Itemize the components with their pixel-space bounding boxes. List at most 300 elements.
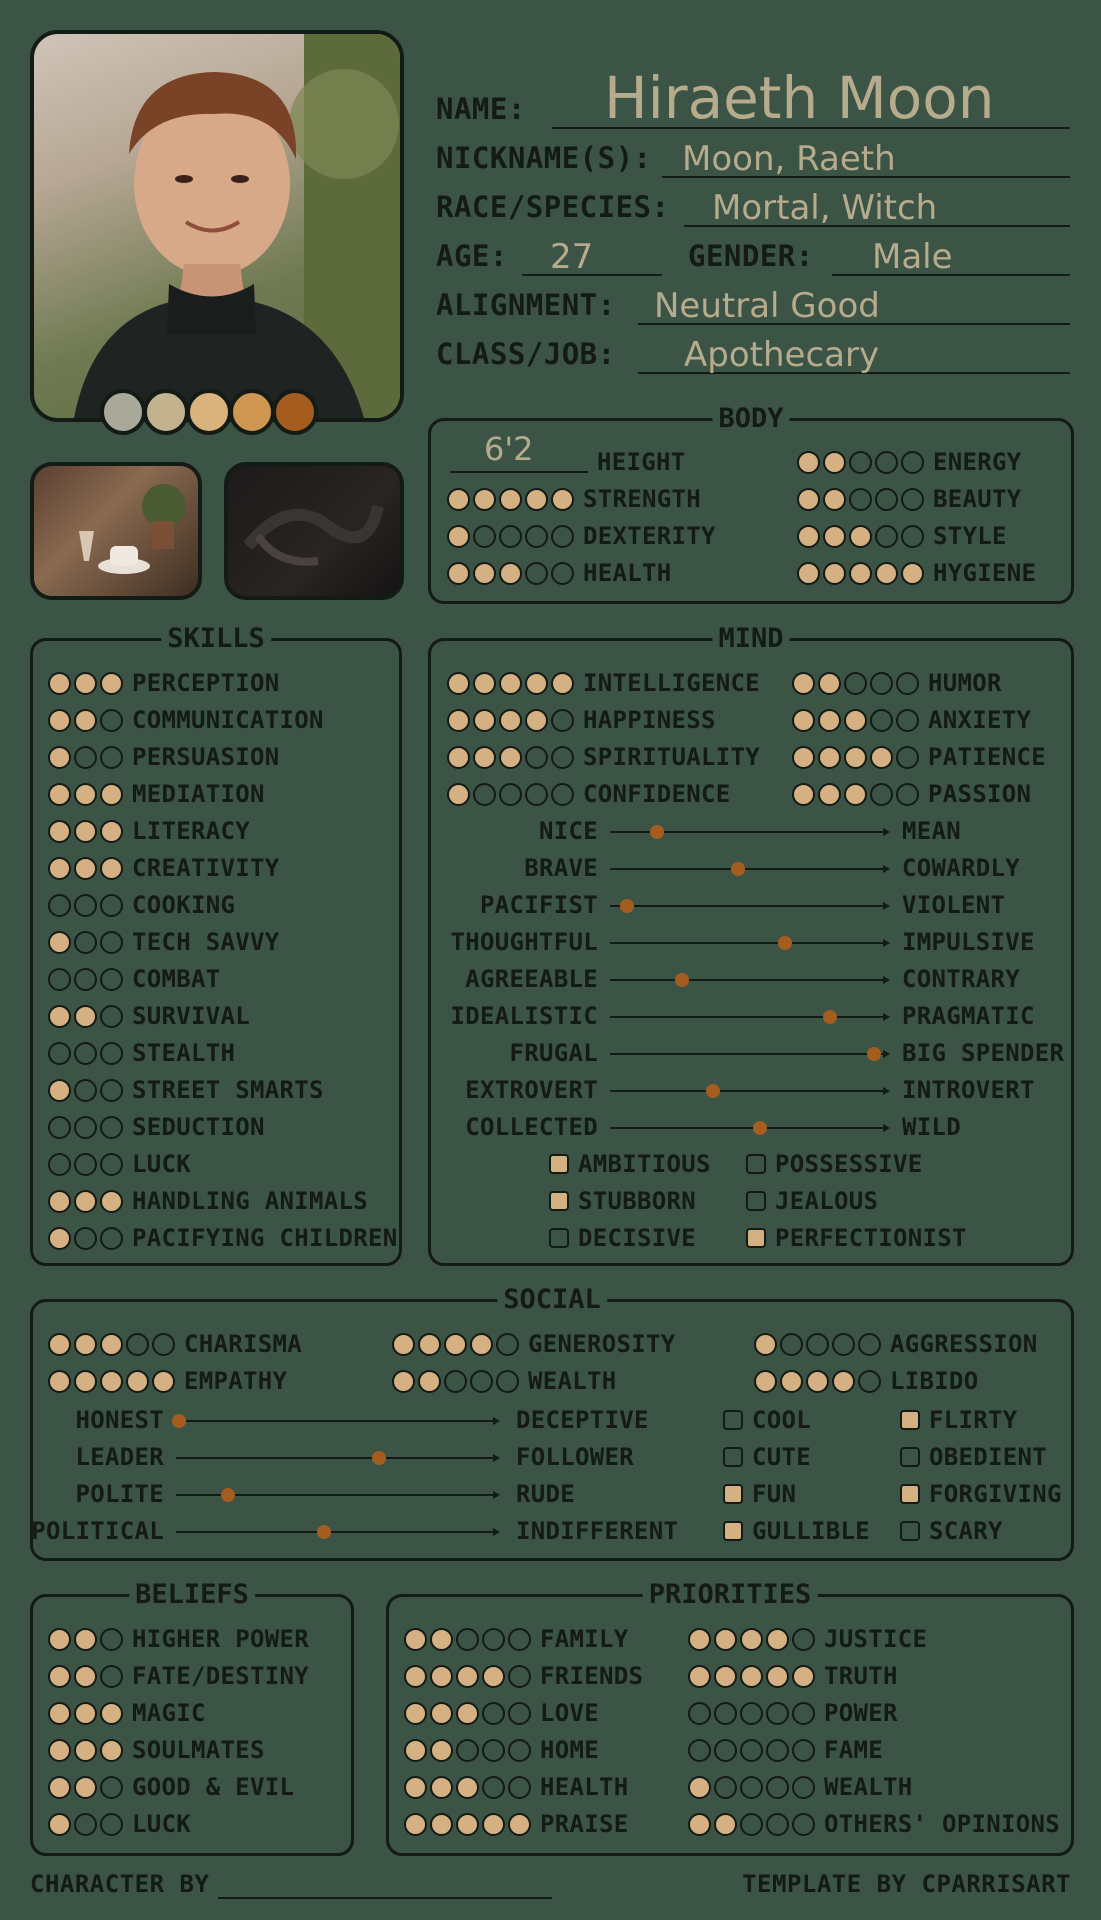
rating-dot[interactable] [780,1333,803,1356]
rating-dot[interactable] [48,1370,71,1393]
rating-dot[interactable] [473,672,496,695]
mind-slider-knob[interactable] [867,1047,881,1061]
rating-dot[interactable] [74,1628,97,1651]
rating-dot[interactable] [447,562,470,585]
rating-dots [48,1665,123,1688]
rating-dot[interactable] [74,968,97,991]
rating-dot[interactable] [551,783,574,806]
rating-dot[interactable] [896,783,919,806]
social-trait-checkbox[interactable] [900,1516,1003,1546]
rating-dot[interactable] [100,857,123,880]
rating-dot[interactable] [404,1776,427,1799]
rating-dot[interactable] [48,1813,71,1836]
rating-dot[interactable] [48,1739,71,1762]
rating-dot[interactable] [551,562,574,585]
rating-dot[interactable] [499,783,522,806]
rating-label: HOME [540,1736,599,1764]
checkbox[interactable] [900,1410,920,1430]
rating-dot[interactable] [688,1628,711,1651]
rating-dot[interactable] [797,525,820,548]
rating-dot[interactable] [766,1739,789,1762]
rating-dot[interactable] [499,746,522,769]
rating-dot[interactable] [126,1333,149,1356]
rating-dot[interactable] [792,709,815,732]
rating-dot[interactable] [482,1665,505,1688]
rating-dot[interactable] [688,1702,711,1725]
rating-dot[interactable] [430,1813,453,1836]
rating-dot[interactable] [430,1665,453,1688]
rating-dot[interactable] [74,672,97,695]
mind-slider-track[interactable] [610,868,888,870]
checkbox[interactable] [746,1228,766,1248]
rating-dot[interactable] [74,1005,97,1028]
rating-dot[interactable] [48,1702,71,1725]
social-slider-track[interactable] [176,1494,498,1496]
rating-dot[interactable] [48,820,71,843]
rating-dot[interactable] [496,1370,519,1393]
rating-dot[interactable] [74,1227,97,1250]
rating-dot[interactable] [473,746,496,769]
rating-dot[interactable] [875,451,898,474]
rating-dot[interactable] [74,894,97,917]
rating-dot[interactable] [714,1665,737,1688]
rating-dot[interactable] [456,1776,479,1799]
rating-dot[interactable] [100,1333,123,1356]
checkbox[interactable] [723,1447,743,1467]
rating-dot[interactable] [714,1739,737,1762]
rating-dot[interactable] [508,1702,531,1725]
rating-dot[interactable] [754,1370,777,1393]
rating-dot[interactable] [688,1665,711,1688]
rating-dot[interactable] [430,1702,453,1725]
rating-dot[interactable] [508,1776,531,1799]
rating-dot[interactable] [844,783,867,806]
rating-dot[interactable] [74,1116,97,1139]
social-slider-track[interactable] [176,1531,498,1533]
social-trait-checkbox[interactable] [900,1442,1047,1472]
rating-dot[interactable] [688,1776,711,1799]
rating-dot[interactable] [688,1739,711,1762]
rating-dot[interactable] [74,1739,97,1762]
checkbox[interactable] [746,1191,766,1211]
rating-dot[interactable] [152,1370,175,1393]
rating-dot[interactable] [875,562,898,585]
rating-dot[interactable] [792,1813,815,1836]
mind-slider-knob[interactable] [620,899,634,913]
rating-dot[interactable] [74,1153,97,1176]
rating-dot[interactable] [551,709,574,732]
rating-dot[interactable] [780,1370,803,1393]
rating-dot[interactable] [48,1776,71,1799]
rating-dot[interactable] [100,968,123,991]
rating-dot[interactable] [404,1628,427,1651]
rating-dot[interactable] [818,783,841,806]
social-slider-track[interactable] [176,1420,498,1422]
mind-trait-checkbox[interactable] [746,1149,923,1179]
rating-dot[interactable] [48,1079,71,1102]
mind-slider-track[interactable] [610,1090,888,1092]
rating-dot[interactable] [126,1370,149,1393]
rating-dot[interactable] [74,1665,97,1688]
rating-dot[interactable] [430,1776,453,1799]
rating-dot[interactable] [48,857,71,880]
rating-dot[interactable] [832,1370,855,1393]
rating-dots [447,709,574,732]
rating-dot[interactable] [688,1813,711,1836]
social-trait-checkbox[interactable] [723,1479,796,1509]
rating-dot[interactable] [100,1702,123,1725]
rating-dot[interactable] [766,1665,789,1688]
checkbox[interactable] [723,1484,743,1504]
rating-dot[interactable] [832,1333,855,1356]
rating-dot[interactable] [48,672,71,695]
rating-dot[interactable] [100,820,123,843]
rating-dot[interactable] [508,1665,531,1688]
rating-dot[interactable] [740,1702,763,1725]
rating-dot[interactable] [152,1333,175,1356]
rating-dot[interactable] [444,1370,467,1393]
checkbox[interactable] [549,1154,569,1174]
rating-dot[interactable] [100,709,123,732]
rating-dot[interactable] [714,1776,737,1799]
rating-dot[interactable] [858,1370,881,1393]
rating-dot[interactable] [766,1813,789,1836]
rating-dot[interactable] [792,1628,815,1651]
rating-dot[interactable] [404,1739,427,1762]
rating-dot[interactable] [74,857,97,880]
mind-trait-checkbox[interactable] [549,1223,696,1253]
rating-dot[interactable] [740,1739,763,1762]
rating-dot[interactable] [551,488,574,511]
rating-dot[interactable] [473,783,496,806]
rating-dot[interactable] [806,1370,829,1393]
rating-dot[interactable] [525,783,548,806]
rating-dot[interactable] [74,820,97,843]
rating-dot[interactable] [797,451,820,474]
rating-dot[interactable] [100,1153,123,1176]
rating-dot[interactable] [48,931,71,954]
rating-dots [48,746,123,769]
mind-slider-knob[interactable] [753,1121,767,1135]
rating-dot[interactable] [74,1813,97,1836]
rating-dot[interactable] [48,1116,71,1139]
rating-dot[interactable] [473,709,496,732]
rating-dot[interactable] [823,525,846,548]
social-trait-checkbox[interactable] [900,1405,1018,1435]
checkbox-label: SCARY [929,1517,1003,1545]
rating-dot[interactable] [456,1628,479,1651]
rating-dot[interactable] [508,1628,531,1651]
rating-dot[interactable] [499,488,522,511]
rating-dot[interactable] [447,783,470,806]
mind-slider-track[interactable] [610,942,888,944]
rating-dot[interactable] [392,1370,415,1393]
mind-slider-track[interactable] [610,905,888,907]
rating-dot[interactable] [100,931,123,954]
rating-dot[interactable] [525,488,548,511]
rating-dot[interactable] [100,1190,123,1213]
rating-dot[interactable] [100,1042,123,1065]
rating-dot[interactable] [499,709,522,732]
rating-dot[interactable] [48,968,71,991]
rating-dot[interactable] [754,1333,777,1356]
rating-dot[interactable] [525,562,548,585]
rating-dot[interactable] [482,1739,505,1762]
mind-slider-knob[interactable] [731,862,745,876]
rating-dot[interactable] [714,1813,737,1836]
rating-dot[interactable] [100,1005,123,1028]
checkbox[interactable] [549,1191,569,1211]
mind-slider-track[interactable] [610,831,888,833]
rating-dot[interactable] [404,1702,427,1725]
rating-dot[interactable] [551,525,574,548]
social-slider-track[interactable] [176,1457,498,1459]
mind-trait-checkbox[interactable] [549,1186,696,1216]
rating-dot[interactable] [818,746,841,769]
rating-dot[interactable] [48,1665,71,1688]
rating-dot[interactable] [100,783,123,806]
social-slider-knob[interactable] [317,1525,331,1539]
rating-dots [48,1227,123,1250]
rating-dot[interactable] [875,488,898,511]
rating-dot[interactable] [48,783,71,806]
rating-dot[interactable] [525,746,548,769]
rating-dot[interactable] [404,1813,427,1836]
rating-dot[interactable] [48,1628,71,1651]
social-trait-checkbox[interactable] [723,1442,811,1472]
mind-slider-track[interactable] [610,1016,888,1018]
rating-dot[interactable] [48,1153,71,1176]
rating-dot[interactable] [48,1190,71,1213]
social-trait-checkbox[interactable] [723,1516,870,1546]
template-by-label: TEMPLATE BY CPARRISART [742,1870,1071,1898]
rating-dot[interactable] [806,1333,829,1356]
rating-dot[interactable] [456,1702,479,1725]
mind-slider-track[interactable] [610,1053,888,1055]
rating-dot[interactable] [74,1333,97,1356]
rating-dot[interactable] [901,562,924,585]
rating-dot[interactable] [714,1702,737,1725]
mind-trait-checkbox[interactable] [549,1149,711,1179]
rating-dot[interactable] [447,672,470,695]
checkbox[interactable] [723,1521,743,1541]
rating-dot[interactable] [100,672,123,695]
rating-dot[interactable] [792,746,815,769]
rating-label: CONFIDENCE [583,780,731,808]
rating-dot[interactable] [74,1776,97,1799]
rating-dot[interactable] [740,1665,763,1688]
rating-dot[interactable] [875,525,898,548]
rating-dot[interactable] [496,1333,519,1356]
rating-dot[interactable] [740,1628,763,1651]
rating-dot[interactable] [849,451,872,474]
rating-dot[interactable] [482,1702,505,1725]
rating-dot[interactable] [100,746,123,769]
rating-dot[interactable] [74,1370,97,1393]
social-trait-checkbox[interactable] [900,1479,1062,1509]
rating-dot[interactable] [482,1813,505,1836]
rating-dot[interactable] [100,894,123,917]
rating-dot[interactable] [792,1739,815,1762]
nickname-label: NICKNAME(S): [436,141,652,175]
rating-dot[interactable] [100,1739,123,1762]
checkbox[interactable] [746,1154,766,1174]
rating-dot[interactable] [551,672,574,695]
rating-dot[interactable] [740,1776,763,1799]
rating-dot[interactable] [858,1333,881,1356]
rating-dot[interactable] [456,1665,479,1688]
rating-dot[interactable] [482,1776,505,1799]
rating-dot[interactable] [508,1813,531,1836]
mind-slider-knob[interactable] [706,1084,720,1098]
mind-slider-knob[interactable] [823,1010,837,1024]
rating-dot[interactable] [870,746,893,769]
checkbox[interactable] [723,1410,743,1430]
rating-dot[interactable] [447,746,470,769]
rating-dot[interactable] [100,1665,123,1688]
rating-dot[interactable] [849,562,872,585]
rating-dot[interactable] [792,1702,815,1725]
rating-dot[interactable] [74,709,97,732]
rating-dot[interactable] [74,1079,97,1102]
rating-dot[interactable] [473,525,496,548]
rating-dot[interactable] [48,746,71,769]
rating-dot[interactable] [792,1776,815,1799]
rating-dot[interactable] [844,746,867,769]
checkbox[interactable] [900,1521,920,1541]
rating-dot[interactable] [48,1333,71,1356]
rating-dot[interactable] [48,1005,71,1028]
rating-dot[interactable] [470,1370,493,1393]
rating-label: HAPPINESS [583,706,716,734]
rating-dot[interactable] [100,1116,123,1139]
rating-dot[interactable] [901,451,924,474]
rating-dot[interactable] [444,1333,467,1356]
rating-dot[interactable] [896,709,919,732]
rating-dot[interactable] [499,672,522,695]
rating-dot[interactable] [525,709,548,732]
rating-dot[interactable] [818,709,841,732]
mind-slider-track[interactable] [610,1127,888,1129]
rating-dot[interactable] [823,488,846,511]
class-value: Apothecary [684,335,880,375]
rating-dot[interactable] [473,488,496,511]
rating-dot[interactable] [418,1333,441,1356]
rating-dot[interactable] [392,1333,415,1356]
rating-dot[interactable] [901,488,924,511]
rating-dot[interactable] [844,672,867,695]
rating-dot[interactable] [100,1370,123,1393]
rating-dot[interactable] [470,1333,493,1356]
rating-dot[interactable] [418,1370,441,1393]
rating-dot[interactable] [766,1628,789,1651]
rating-dot[interactable] [896,746,919,769]
rating-dot[interactable] [456,1739,479,1762]
rating-label: CHARISMA [184,1330,302,1358]
rating-dots [754,1333,881,1356]
checkbox[interactable] [900,1484,920,1504]
rating-dot[interactable] [499,562,522,585]
rating-dot[interactable] [48,894,71,917]
rating-dot[interactable] [48,709,71,732]
rating-dot[interactable] [797,562,820,585]
rating-dot[interactable] [100,1628,123,1651]
rating-dot[interactable] [447,488,470,511]
mind-slider-track[interactable] [610,979,888,981]
mind-rating-row [447,705,716,735]
rating-dot[interactable] [48,1227,71,1250]
rating-dot[interactable] [48,1042,71,1065]
rating-dot[interactable] [714,1628,737,1651]
rating-dot[interactable] [849,525,872,548]
rating-dot[interactable] [430,1628,453,1651]
mind-trait-checkbox[interactable] [746,1186,878,1216]
checkbox[interactable] [549,1228,569,1248]
rating-dot[interactable] [508,1739,531,1762]
rating-dot[interactable] [447,525,470,548]
rating-dot[interactable] [797,488,820,511]
belief-row [48,1772,294,1802]
rating-dot[interactable] [823,451,846,474]
social-slider-knob[interactable] [221,1488,235,1502]
rating-dot[interactable] [551,746,574,769]
rating-dot[interactable] [792,672,815,695]
rating-dot[interactable] [74,931,97,954]
rating-dot[interactable] [100,1227,123,1250]
rating-dot[interactable] [740,1813,763,1836]
rating-dot[interactable] [525,672,548,695]
rating-dot[interactable] [473,562,496,585]
rating-label: FATE/DESTINY [132,1662,309,1690]
rating-dot[interactable] [482,1628,505,1651]
rating-dot[interactable] [766,1776,789,1799]
rating-dot[interactable] [100,1776,123,1799]
mind-trait-checkbox[interactable] [746,1223,967,1253]
rating-dot[interactable] [100,1813,123,1836]
rating-dot[interactable] [766,1702,789,1725]
rating-dot[interactable] [447,709,470,732]
rating-dot[interactable] [792,783,815,806]
rating-dot[interactable] [74,1042,97,1065]
rating-dot[interactable] [499,525,522,548]
rating-dot[interactable] [456,1813,479,1836]
rating-dot[interactable] [74,783,97,806]
belief-row [48,1735,265,1765]
rating-dot[interactable] [74,746,97,769]
rating-dot[interactable] [74,1190,97,1213]
checkbox-label: FLIRTY [929,1406,1018,1434]
rating-dot[interactable] [870,783,893,806]
social-slider-knob[interactable] [372,1451,386,1465]
rating-dot[interactable] [870,709,893,732]
rating-dot[interactable] [823,562,846,585]
rating-dot[interactable] [849,488,872,511]
rating-dot[interactable] [901,525,924,548]
rating-dot[interactable] [792,1665,815,1688]
rating-dot[interactable] [430,1739,453,1762]
rating-dot[interactable] [844,709,867,732]
rating-dot[interactable] [818,672,841,695]
rating-dot[interactable] [525,525,548,548]
rating-dot[interactable] [100,1079,123,1102]
rating-dot[interactable] [404,1665,427,1688]
rating-dots [48,1333,175,1356]
rating-dot[interactable] [896,672,919,695]
rating-dot[interactable] [74,1702,97,1725]
checkbox[interactable] [900,1447,920,1467]
rating-dot[interactable] [870,672,893,695]
social-trait-checkbox[interactable] [723,1405,811,1435]
